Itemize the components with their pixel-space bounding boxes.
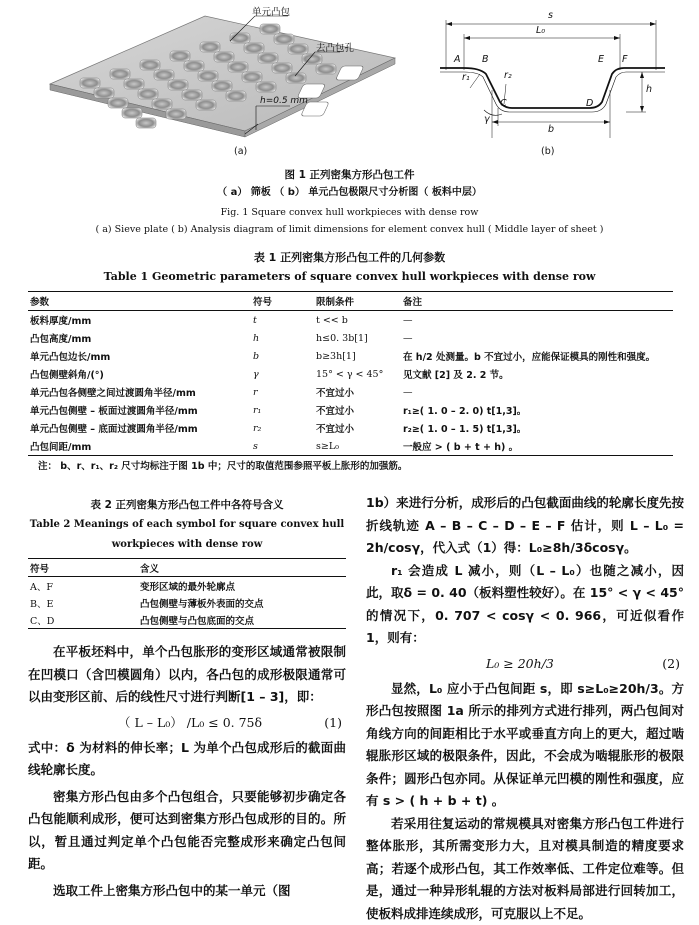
annot-thickness: h=0.5 mm (260, 96, 308, 106)
table1-cell-param: 单元凸包边长/mm (28, 347, 251, 365)
table2-title-en-1: Table 2 Meanings of each symbol for square convex hull (28, 518, 346, 532)
unit-convex-hull (110, 69, 130, 79)
table1-cell-remark: — (401, 329, 673, 347)
table1-cell-limit: t << b (314, 311, 401, 330)
table1-cell-remark: — (401, 311, 673, 330)
table2 (28, 558, 346, 629)
table1-cell-limit: s≥L₀ (314, 437, 401, 456)
cs-label-E: E (598, 54, 604, 65)
cs-label-D: D (586, 98, 593, 109)
unit-convex-hull (170, 51, 190, 61)
unit-convex-hull (272, 63, 292, 73)
table1-cell-param: 单元凸包各侧壁之间过渡圆角半径/mm (28, 383, 251, 401)
table1-cell-limit: b≥3h[1] (314, 347, 401, 365)
left-paragraph-4: 选取工件上密集方形凸包中的某一单元（图 (28, 880, 346, 903)
right-column (366, 492, 684, 925)
figure-a (40, 6, 405, 154)
table2-title-en-2: workpieces with dense row (28, 538, 346, 552)
unit-convex-hull (316, 64, 336, 74)
table1-row (28, 311, 673, 330)
equation-2-body: L₀ ≥ 20h/3 (486, 653, 554, 675)
equation-1-body: （ L – L₀） /L₀ ≤ 0. 75δ (118, 712, 262, 734)
cs-label-B: B (482, 54, 489, 65)
table1-cell-symbol: r₂ (251, 419, 314, 437)
cs-label-A: A (454, 54, 461, 65)
left-paragraph-1: 在平板坯料中，单个凸包胀形的变形区域通常被限制在凹模口（含凹模圆角）以内，各凸包的成形极限通常可以由变形区前、后的线性尺寸进行判断[1 – 3]，即： (28, 641, 346, 709)
unit-convex-hull (184, 61, 204, 71)
unit-convex-hull (256, 82, 276, 92)
fig1-caption-en-title: Fig. 1 Square convex hull workpieces with dense row (0, 206, 699, 220)
unit-convex-hull (228, 62, 248, 72)
right-paragraph-3: 显然，L₀ 应小于凸包间距 s，即 s≥L₀≥20h/3。方形凸包按照图 1a 所示的排列方式进行排列，两凸包间对角线方向的间距相比于水平或垂直方向上的更大，超过啮辊胀形区域的极限条件，因此，不会成为啮辊胀形的极限条件；圆形凸包亦同。从保证单元凹模的刚性和强度，应有 s > ( h + b + t) 。 (366, 678, 684, 813)
unit-convex-hull (108, 98, 128, 108)
fig1-caption-en-sub: ( a) Sieve plate ( b) Analysis diagram of limit dimensions for element convex hull ( Middle layer of sheet ) (0, 223, 699, 237)
table1-cell-remark: r₁≥( 1. 0 – 2. 0) t[1,3]。 (401, 401, 673, 419)
table1-header-param: 参数 (28, 292, 251, 311)
table1-row (28, 347, 673, 365)
fig1-caption-cn-title: 图 1 正列密集方形凸包工件 (0, 168, 699, 182)
table1-cell-symbol: t (251, 311, 314, 330)
table1-row (28, 365, 673, 383)
table2-cell-symbol: A、F (28, 577, 138, 595)
table1-cell-symbol: r (251, 383, 314, 401)
table1-cell-limit: 不宜过小 (314, 419, 401, 437)
table1-cell-symbol: s (251, 437, 314, 456)
table2-cell-symbol: C、D (28, 611, 138, 629)
unit-convex-hull (198, 71, 218, 81)
table1-cell-limit: 不宜过小 (314, 383, 401, 401)
unit-convex-hull (244, 43, 264, 53)
cross-section-diagram (440, 10, 670, 150)
table1-row (28, 401, 673, 419)
table2-row (28, 577, 346, 595)
sieve-plate-illustration (40, 6, 405, 154)
table2-cell-symbol: B、E (28, 594, 138, 611)
unit-convex-hull (242, 72, 262, 82)
figure-a-label: (a) (234, 146, 247, 157)
unit-convex-hull (154, 70, 174, 80)
cs-label-h: h (646, 84, 652, 95)
table2-cell-meaning: 凸包侧壁与凸包底面的交点 (138, 611, 346, 629)
table1-title-en: Table 1 Geometric parameters of square convex hull workpieces with dense row (0, 270, 699, 284)
table1 (28, 291, 673, 456)
table1-cell-remark: — (401, 383, 673, 401)
right-paragraph-4: 若采用往复运动的常规模具对密集方形凸包工件进行整体胀形，其所需变形力大，且对模具制造的精度要求高；若逐个成形凸包，其工作效率低、工件定位难等。但是，通过一种异形轧辊的方法对板料局部进行回转加工，使板料成排连续成形，可克服以上不足。 (366, 813, 684, 925)
table2-header-row (28, 559, 346, 577)
unit-convex-hull (182, 90, 202, 100)
table1-cell-param: 凸包侧壁斜角/(°) (28, 365, 251, 383)
table1-cell-remark: 见文献 [2] 及 2. 2 节。 (401, 365, 673, 383)
left-paragraph-2: 式中：δ 为材料的伸长率；L 为单个凸包成形后的截面曲线轮廓长度。 (28, 737, 346, 782)
table2-header-symbol: 符号 (28, 559, 138, 577)
table1-cell-param: 单元凸包侧壁 – 底面过渡圆角半径/mm (28, 419, 251, 437)
table1-cell-param: 凸包高度/mm (28, 329, 251, 347)
table2-title-cn: 表 2 正列密集方形凸包工件中各符号含义 (28, 498, 346, 512)
table1-header-row (28, 292, 673, 311)
table2-header-meaning: 含义 (138, 559, 346, 577)
table1-cell-remark: 一般应 > ( b + t + h) 。 (401, 437, 673, 456)
cs-label-r1: r₁ (462, 72, 470, 83)
equation-2 (366, 650, 684, 678)
right-paragraph-2: r₁ 会造成 L 减小，则（L – L₀）也随之减小，因此，取δ = 0. 40（板料塑性较好）。在 15° < γ < 45° 的情况下，0. 707 < cosγ < 0. 966，可近似看作 1，则有： (366, 560, 684, 650)
cs-label-r2: r₂ (504, 70, 512, 81)
table1-cell-param: 板料厚度/mm (28, 311, 251, 330)
table1-cell-symbol: b (251, 347, 314, 365)
unit-convex-hull (168, 80, 188, 90)
unit-convex-hull (80, 78, 100, 88)
cs-label-gamma: γ (484, 114, 490, 125)
unit-convex-hull (260, 24, 280, 34)
unit-convex-hull (258, 53, 278, 63)
table2-row (28, 594, 346, 611)
table1-cell-param: 凸包间距/mm (28, 437, 251, 456)
table1-header-limit: 限制条件 (314, 292, 401, 311)
fig1-caption-cn-sub: （ a） 筛板 （ b） 单元凸包极限尺寸分析图（ 板料中层） (0, 186, 699, 200)
table1-cell-remark: r₂≥( 1. 0 – 1. 5) t[1,3]。 (401, 419, 673, 437)
unit-convex-hull (274, 34, 294, 44)
table1-row (28, 383, 673, 401)
unit-convex-hull (166, 109, 186, 119)
cs-label-C: C (500, 98, 507, 109)
table1-row (28, 419, 673, 437)
table1-title-cn: 表 1 正列密集方形凸包工件的几何参数 (0, 251, 699, 265)
table1-cell-limit: h≤0. 3b[1] (314, 329, 401, 347)
unit-convex-hull (152, 99, 172, 109)
annot-remove-hole: 去凸包孔 (316, 40, 354, 54)
table1-cell-param: 单元凸包侧壁 – 板面过渡圆角半径/mm (28, 401, 251, 419)
unit-convex-hull (94, 88, 114, 98)
table1-header-remark: 备注 (401, 292, 673, 311)
table1-cell-limit: 15° < γ < 45° (314, 365, 401, 383)
cs-label-L0: L₀ (536, 25, 545, 36)
unit-convex-hull (122, 108, 142, 118)
left-paragraph-3: 密集方形凸包由多个凸包组合，只要能够初步确定各凸包能顺利成形，便可达到密集方形凸包成形的目的。所以，暂且通过判定单个凸包能否完整成形来确定凸包间距。 (28, 786, 346, 876)
table2-cell-meaning: 凸包侧壁与薄板外表面的交点 (138, 594, 346, 611)
equation-1-number: (1) (324, 712, 342, 734)
table1-cell-remark: 在 h/2 处测量。b 不宜过小，应能保证模具的刚性和强度。 (401, 347, 673, 365)
unit-convex-hull (212, 81, 232, 91)
table1-cell-symbol: r₁ (251, 401, 314, 419)
unit-convex-hull (196, 100, 216, 110)
unit-convex-hull (124, 79, 144, 89)
table1-cell-symbol: γ (251, 365, 314, 383)
unit-convex-hull (288, 44, 308, 54)
right-paragraph-1: 1b）来进行分析，成形后的凸包截面曲线的轮廓长度先按折线轨迹 A – B – C – D – E – F 估计，则 L – L₀ = 2h/cosγ，代入式（1）得：L₀≥8h/3δcosγ。 (366, 492, 684, 560)
table1-header-symbol: 符号 (251, 292, 314, 311)
cs-label-F: F (622, 54, 627, 65)
unit-convex-hull (226, 91, 246, 101)
left-column (28, 492, 346, 902)
unit-convex-hull (138, 89, 158, 99)
table2-cell-meaning: 变形区域的最外轮廓点 (138, 577, 346, 595)
table1-row (28, 437, 673, 456)
table2-row (28, 611, 346, 629)
table1-note: 注： b、r、r₁、r₂ 尺寸均标注于图 1b 中；尺寸的取值范围参照平板上胀形的加强筋。 (38, 460, 678, 473)
unit-convex-hull (140, 60, 160, 70)
annot-unit-hull: 单元凸包 (252, 4, 290, 18)
table1-cell-limit: 不宜过小 (314, 401, 401, 419)
table1-cell-symbol: h (251, 329, 314, 347)
figure-b-label: (b) (541, 146, 554, 157)
cs-label-b: b (548, 124, 554, 135)
equation-2-number: (2) (662, 653, 680, 675)
unit-convex-hull (200, 42, 220, 52)
figure-b (440, 10, 670, 150)
equation-1 (28, 709, 346, 737)
unit-convex-hull (214, 52, 234, 62)
cs-label-s: s (548, 10, 553, 21)
table1-row (28, 329, 673, 347)
unit-convex-hull (136, 118, 156, 128)
